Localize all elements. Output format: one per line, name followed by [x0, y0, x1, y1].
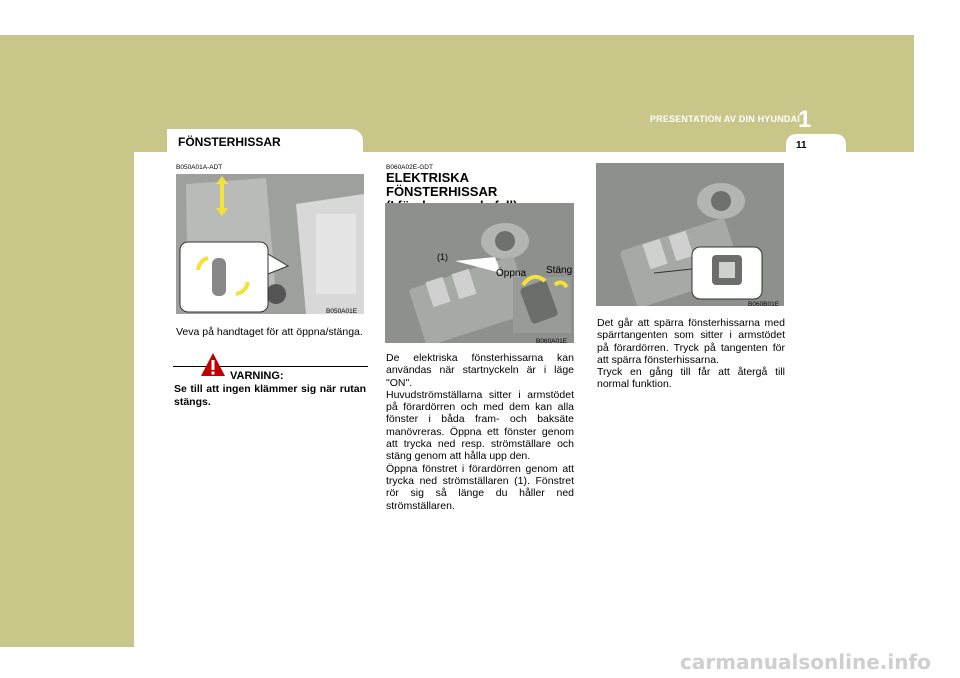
image-label: B060A01E — [536, 338, 568, 345]
chapter-number: 1 — [798, 106, 812, 133]
section-heading-line1: ELEKTRISKA FÖNSTERHISSAR — [386, 170, 498, 199]
watermark: carmanualsonline.info — [680, 650, 931, 674]
paragraph: Tryck en gång till får att återgå till normal funktion. — [597, 366, 785, 391]
page-number-tab — [786, 134, 846, 154]
warning-text: Se till att ingen klämmer sig när rutan stängs. — [174, 383, 366, 408]
page-number: 11 — [796, 140, 807, 151]
paragraph: Huvudströmställarna sitter i armstödet på förardörren och med dem kan alla fönster i båda fram- och baksäte manövreras. Öppna ett fönster genom att trycka ned resp. strömställare och stäng genom att hålla upp den. — [386, 388, 574, 463]
image-label: B050A01E — [326, 308, 358, 315]
section-title: FÖNSTERHISSAR — [178, 135, 281, 149]
paragraph: Öppna fönstret i förardörren genom att trycka ned strömställaren (1). Fönstret rör sig så länge du håller ned strömställaren. — [386, 462, 574, 512]
window-crank-photo — [176, 174, 364, 314]
paragraph: De elektriska fönsterhissarna kan användas när startnyckeln är i läge "ON". — [386, 352, 574, 389]
image-label: B060B01E — [748, 301, 780, 308]
callout-1: (1) — [437, 252, 448, 262]
chapter-title: PRESENTATION AV DIN HYUNDAI — [649, 114, 800, 124]
middle-body — [386, 352, 574, 512]
caption: Veva på handtaget för att öppna/stänga. — [176, 326, 363, 338]
callout-open: Öppna — [496, 268, 527, 279]
right-body — [597, 317, 785, 391]
window-lock-photo — [596, 163, 784, 306]
window-crank-illustration — [176, 174, 364, 314]
paragraph: Det går att spärra fönsterhissarna med spärrtangenten som sitter i armstödet på förardörren. Tryck på tangenten för att spärra fönsterhissarna. — [597, 317, 785, 366]
warning-icon — [200, 352, 226, 378]
callout-close: Stäng — [546, 265, 573, 276]
warning-title: VARNING: — [230, 370, 284, 382]
section-code: B060A02E-GDT — [386, 164, 433, 171]
image-code: B050A01A-ADT — [176, 164, 223, 171]
window-lock-illustration — [596, 163, 784, 306]
